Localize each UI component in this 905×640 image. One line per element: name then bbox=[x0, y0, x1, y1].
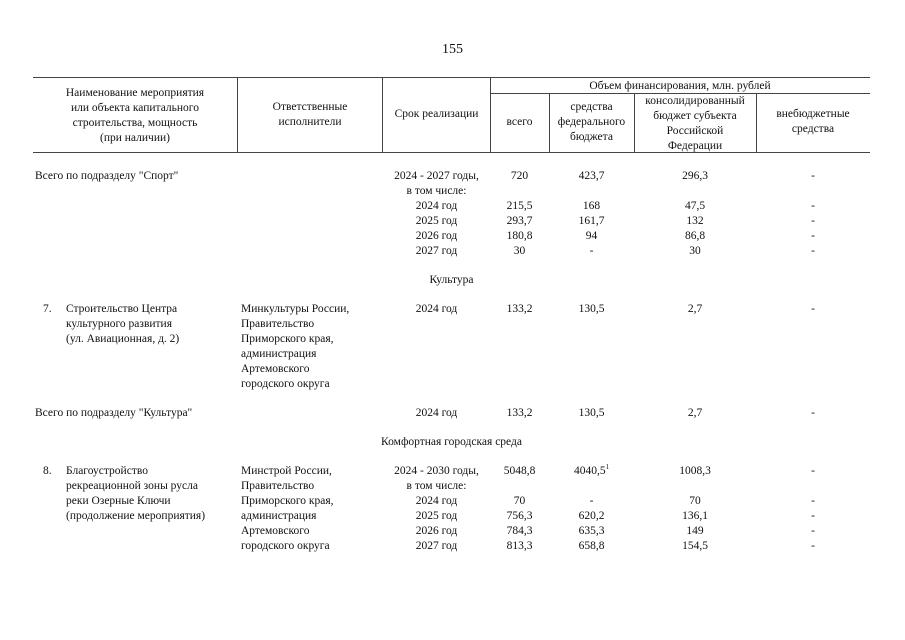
header-divider bbox=[237, 77, 238, 152]
sport-total-extra: - bbox=[811, 170, 815, 182]
item-name: Строительство Центра культурного развития (ул. Авиационная, д. 2) bbox=[66, 303, 180, 345]
header-funding-col: Объем финансирования, млн. рублей bbox=[589, 80, 771, 92]
item-period: 2024 - 2030 годы, в том числе: bbox=[394, 465, 479, 492]
item-responsible: Минкультуры России, Правительство Приморского края, администрация Артемовского городского округа bbox=[241, 303, 350, 390]
item-total: 133,2 bbox=[506, 303, 533, 315]
item-federal: 130,5 bbox=[578, 303, 605, 315]
sport-total-regional: 296,3 bbox=[682, 170, 708, 182]
culture-total-extra: - bbox=[811, 407, 815, 419]
header-name-col: Наименование мероприятия или объекта капитального строительства, мощность (при наличии) bbox=[65, 87, 205, 144]
item-period: 2024 год bbox=[415, 303, 458, 315]
item-number: 7. bbox=[43, 303, 52, 315]
section-heading-culture: Культура bbox=[429, 274, 474, 286]
header-extra-col: внебюджетные средства bbox=[776, 108, 850, 135]
item-extra: - bbox=[811, 465, 815, 477]
culture-total-period: 2024 год bbox=[415, 407, 458, 419]
item-name: Благоустройство рекреационной зоны русла реки Озерные Ключи (продолжение мероприятия) bbox=[66, 465, 206, 522]
item-responsible: Минстрой России, Правительство Приморского края, администрация Артемовского городского округа bbox=[241, 465, 334, 552]
sport-total-federal: 423,7 bbox=[578, 170, 605, 182]
header-regional-col: консолидированный бюджет субъекта Российской Федерации bbox=[645, 95, 745, 152]
footnote-mark: 1 bbox=[605, 463, 610, 471]
item-extra: - bbox=[811, 303, 815, 315]
item-number: 8. bbox=[43, 465, 52, 477]
item-federal: 4040,5$^1$ bbox=[573, 463, 610, 477]
header-top-line bbox=[33, 77, 870, 78]
item-regional: 2,7 bbox=[687, 303, 703, 315]
sport-total-sum: 720 bbox=[510, 170, 529, 182]
item-total: 5048,8 bbox=[503, 465, 536, 477]
culture-total-federal: 130,5 bbox=[578, 407, 605, 419]
header-federal-col: средства федерального бюджета bbox=[557, 101, 626, 143]
section-heading-comfort: Комфортная городская среда bbox=[381, 436, 522, 448]
sport-total-label: Всего по подразделу "Спорт" bbox=[35, 170, 179, 182]
header-period-col: Срок реализации bbox=[394, 108, 479, 120]
culture-total-regional: 2,7 bbox=[687, 407, 703, 419]
sport-total-period: 2024 - 2027 годы, в том числе: bbox=[394, 170, 479, 197]
header-resp-col: Ответственные исполнители bbox=[272, 101, 348, 128]
header-total-col: всего bbox=[506, 116, 533, 128]
item-regional: 1008,3 bbox=[679, 465, 711, 477]
page-number: 155 bbox=[442, 42, 463, 57]
culture-total-label: Всего по подразделу "Культура" bbox=[35, 407, 193, 419]
culture-total-sum: 133,2 bbox=[506, 407, 533, 419]
